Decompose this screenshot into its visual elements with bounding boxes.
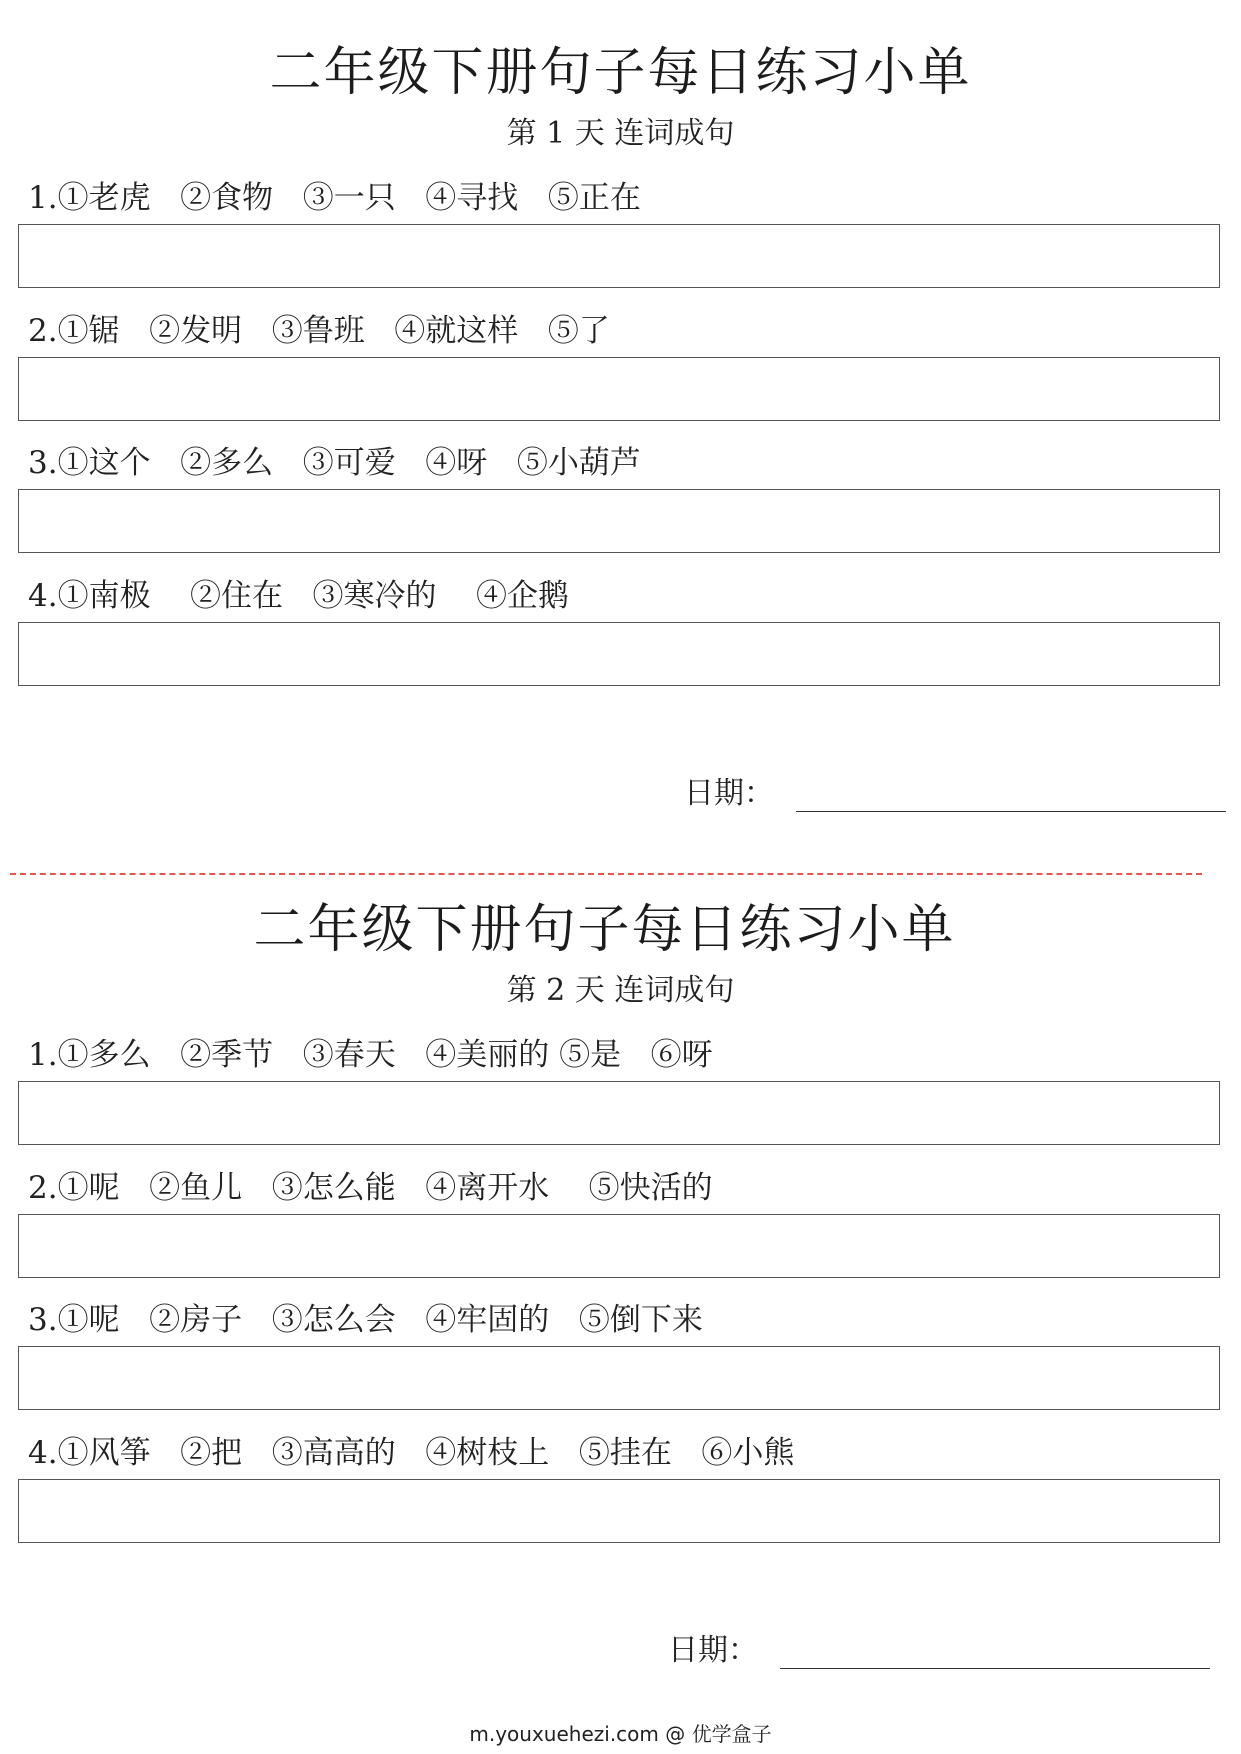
question-2-words: 2.①呢 ②鱼儿 ③怎么能 ④离开水 ⑤快活的 [28, 1170, 713, 1206]
answer-box-1[interactable] [18, 1081, 1220, 1145]
question-4-words: 4.①南极 ②住在 ③寒冷的 ④企鹅 [28, 578, 569, 614]
worksheet-subtitle: 第 2 天 连词成句 [506, 973, 735, 1008]
worksheet-subtitle: 第 1 天 连词成句 [506, 116, 735, 151]
question-2-words: 2.①锯 ②发明 ③鲁班 ④就这样 ⑤了 [28, 313, 610, 349]
question-1-words: 1.①老虎 ②食物 ③一只 ④寻找 ⑤正在 [28, 180, 641, 216]
date-label: 日期： [668, 1633, 758, 1668]
question-4-words: 4.①风筝 ②把 ③高高的 ④树枝上 ⑤挂在 ⑥小熊 [28, 1435, 795, 1471]
worksheet-title: 二年级下册句子每日练习小单 [253, 900, 956, 960]
answer-box-2[interactable] [18, 357, 1220, 421]
answer-box-4[interactable] [18, 1479, 1220, 1543]
worksheet-title: 二年级下册句子每日练习小单 [269, 43, 972, 103]
answer-box-1[interactable] [18, 224, 1220, 288]
date-label: 日期： [684, 776, 774, 811]
date-field[interactable] [780, 1642, 1210, 1669]
footer-source: m.youxuehezi.com @ 优学盒子 [469, 1722, 772, 1746]
answer-box-2[interactable] [18, 1214, 1220, 1278]
question-1-words: 1.①多么 ②季节 ③春天 ④美丽的 ⑤是 ⑥呀 [28, 1037, 713, 1073]
cut-line-divider [10, 873, 1202, 875]
date-field[interactable] [796, 785, 1226, 812]
answer-box-4[interactable] [18, 622, 1220, 686]
date-row [684, 768, 1226, 812]
question-3-words: 3.①呢 ②房子 ③怎么会 ④牢固的 ⑤倒下来 [28, 1302, 703, 1338]
question-3-words: 3.①这个 ②多么 ③可爱 ④呀 ⑤小葫芦 [28, 445, 641, 481]
answer-box-3[interactable] [18, 1346, 1220, 1410]
answer-box-3[interactable] [18, 489, 1220, 553]
date-row [668, 1625, 1210, 1669]
